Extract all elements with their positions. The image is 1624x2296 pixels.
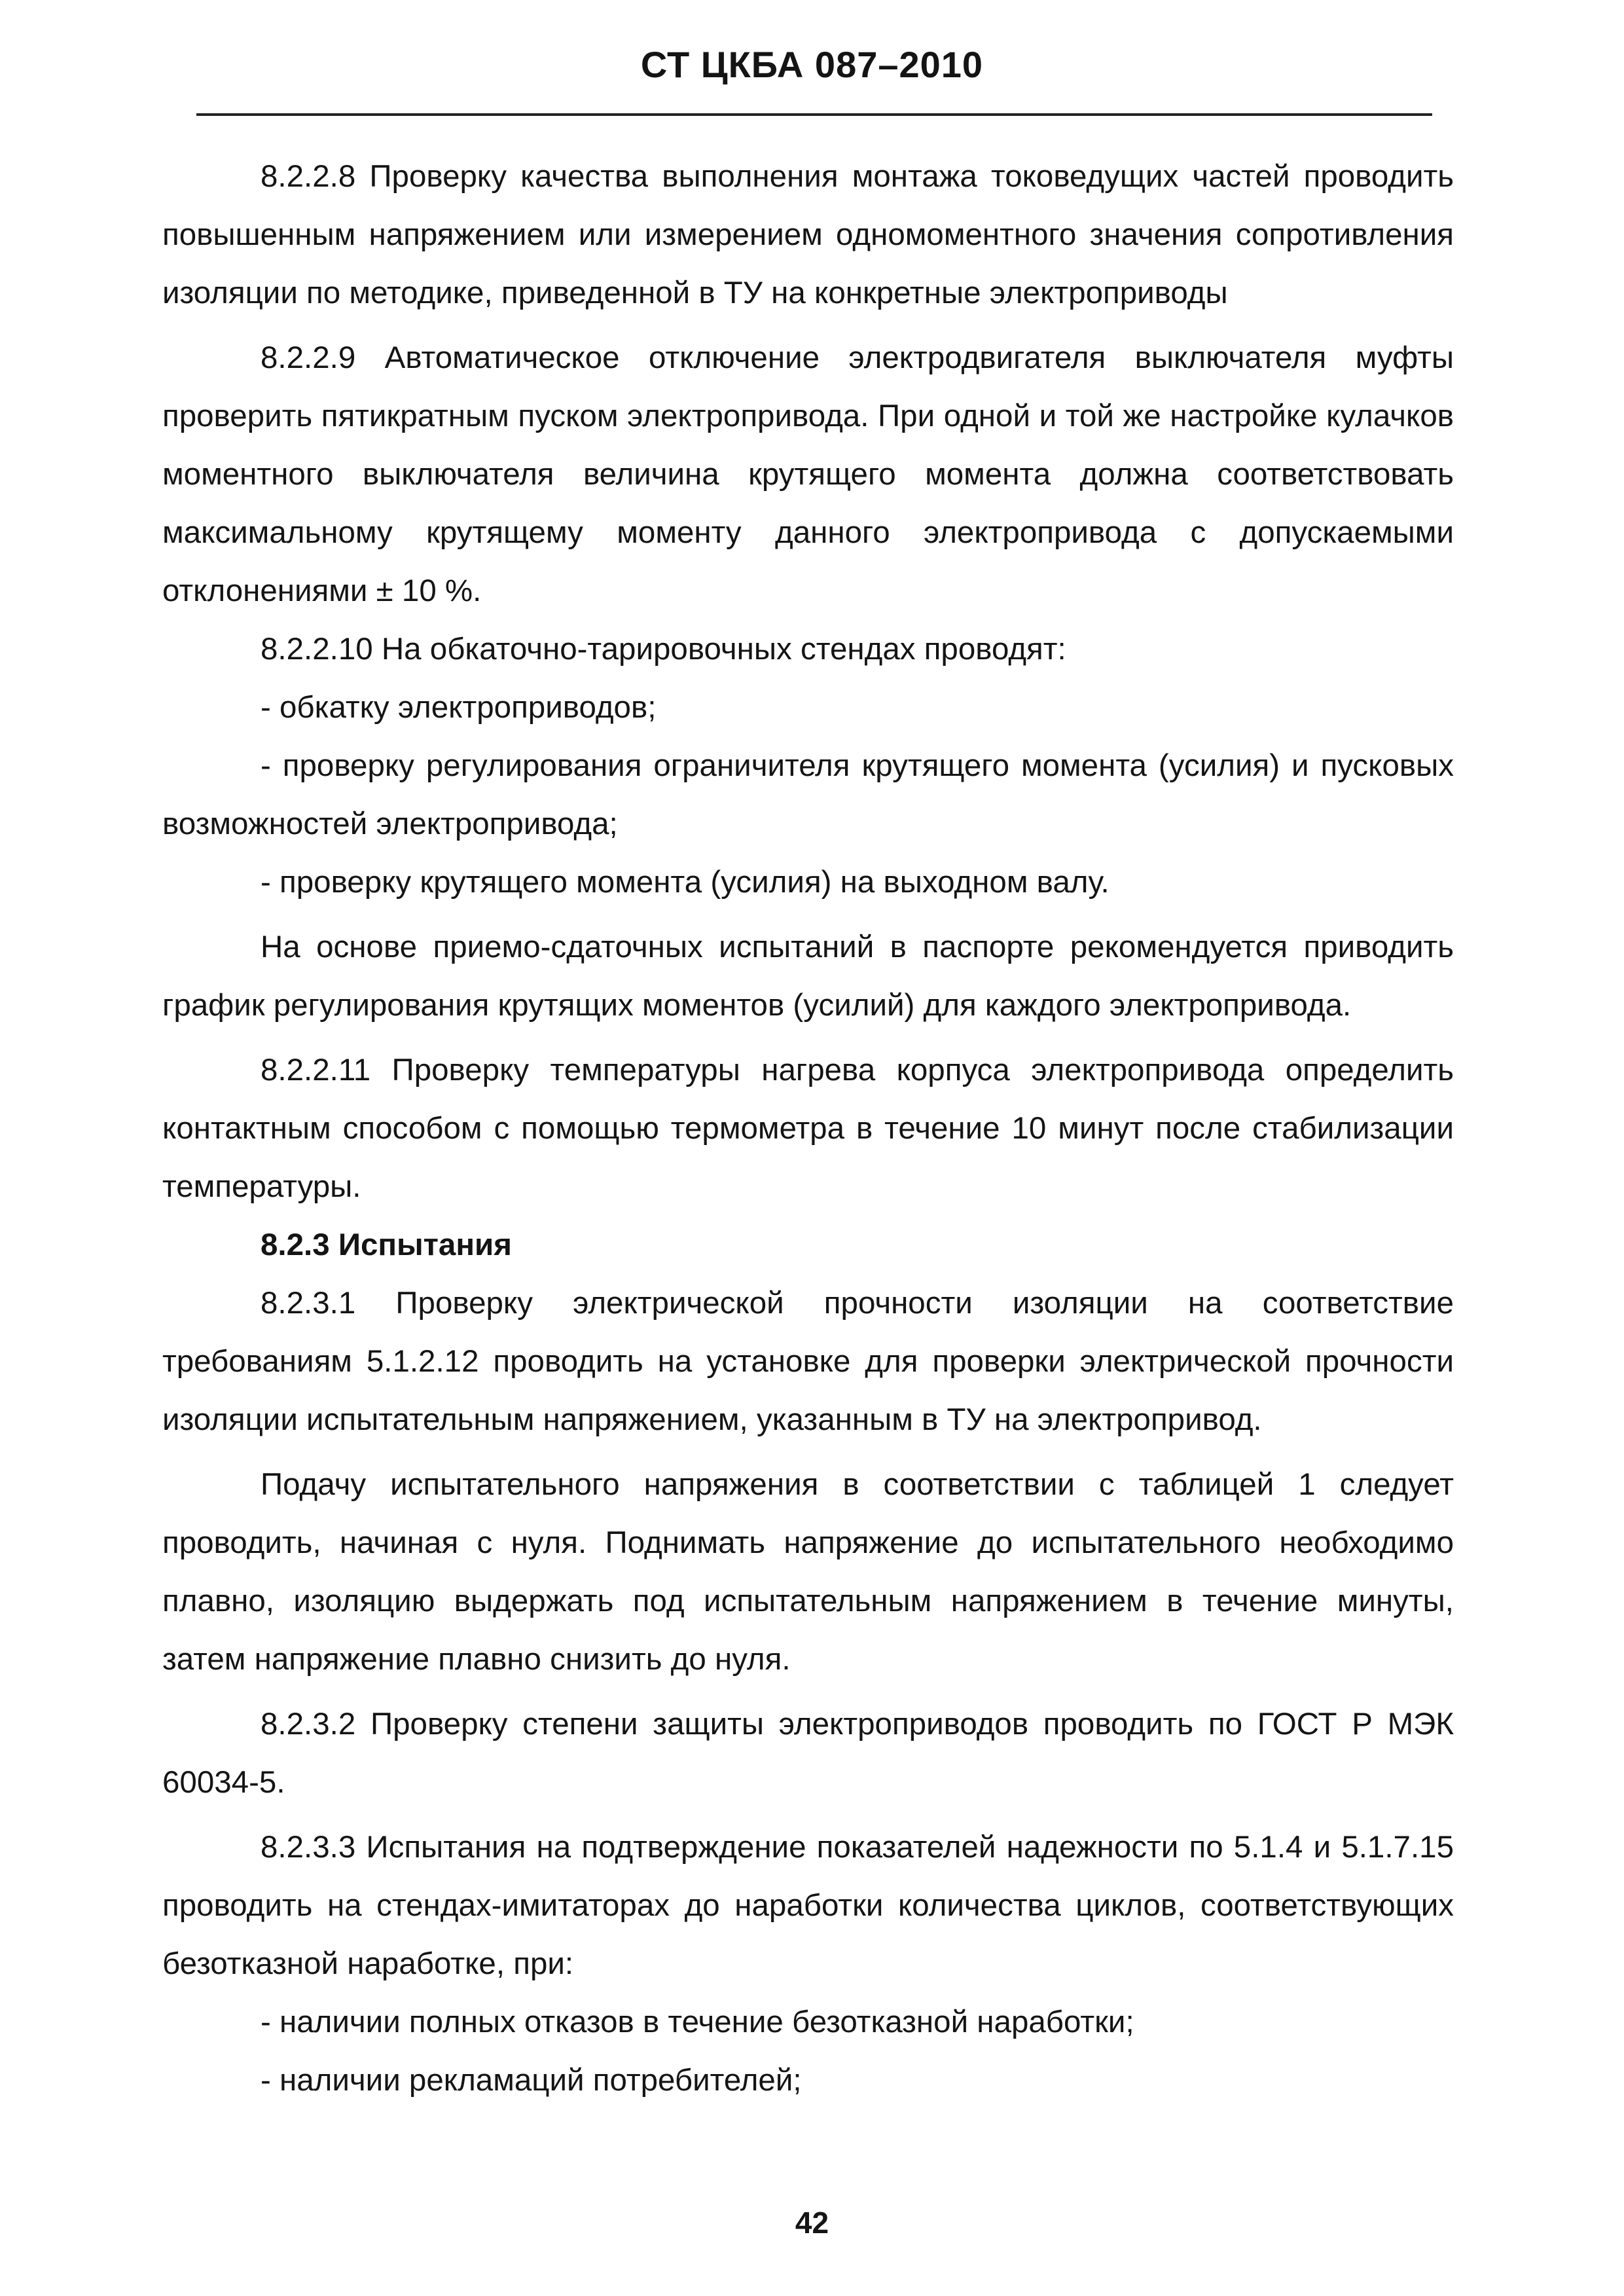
list-item-full-failures: - наличии полных отказов в течение безотказной наработки; [261,2005,1134,2039]
body-text [162,147,1454,2109]
list-item-output-shaft-torque: - проверку крутящего момента (усилия) на выходном валу. [261,865,1110,900]
document-code-header: СТ ЦКБА 087–2010 [640,44,984,85]
section-heading-8-2-3: 8.2.3 Испытания [261,1228,512,1262]
paragraph-8-2-3-3: 8.2.3.3 Испытания на подтверждение показателей надежности по 5.1.4 и 5.1.7.15 проводить на стендах-имитаторах до наработки количества циклов, соответствующих безотказной наработке, при: [162,1830,1454,1981]
paragraph-8-2-2-11: 8.2.2.11 Проверку температуры нагрева корпуса электропривода определить контактным способом с помощью термометра в течение 10 минут после стабилизации температуры. [162,1053,1454,1204]
paragraph-8-2-2-8: 8.2.2.8 Проверку качества выполнения монтажа токоведущих частей проводить повышенным напряжением или измерением одномоментного значения сопротивления изоляции по методике, приведенной в ТУ на конкретные электроприводы [162,159,1454,310]
paragraph-8-2-3-1: 8.2.3.1 Проверку электрической прочности изоляции на соответствие требованиям 5.1.2.12 проводить на установке для проверки электрической прочности изоляции испытательным напряжением, указанным в ТУ на электропривод. [162,1286,1454,1437]
list-item-consumer-claims: - наличии рекламаций потребителей; [261,2063,802,2098]
paragraph-8-2-3-2: 8.2.3.2 Проверку степени защиты электроприводов проводить по ГОСТ Р МЭК 60034-5. [162,1707,1454,1800]
paragraph-passport-torque-chart: На основе приемо-сдаточных испытаний в паспорте рекомендуется приводить график регулирования крутящих моментов (усилий) для каждого электропривода. [162,930,1454,1023]
page-number: 42 [795,2206,829,2240]
paragraph-8-2-2-10: 8.2.2.10 На обкаточно-тарировочных стендах проводят: [261,632,1066,666]
list-item-torque-limiter-check: - проверку регулирования ограничителя крутящего момента (усилия) и пусковых возможностей электропривода; [162,748,1454,841]
paragraph-test-voltage-supply: Подачу испытательного напряжения в соответствии с таблицей 1 следует проводить, начиная с нуля. Поднимать напряжение до испытательного необходимо плавно, изоляцию выдержать под испытательным напряжением в течение минуты, затем напряжение плавно снизить до нуля. [162,1467,1454,1677]
paragraph-8-2-2-9: 8.2.2.9 Автоматическое отключение электродвигателя выключателя муфты проверить пятикратным пуском электропривода. При одной и той же настройке кулачков моментного выключателя величина крутящего момента должна соответствовать максимальному крутящему моменту данного электропривода с допускаемыми отклонениями ± 10 %. [162,340,1454,608]
header-divider [196,113,1432,116]
list-item-run-in: - обкатку электроприводов; [261,690,657,725]
